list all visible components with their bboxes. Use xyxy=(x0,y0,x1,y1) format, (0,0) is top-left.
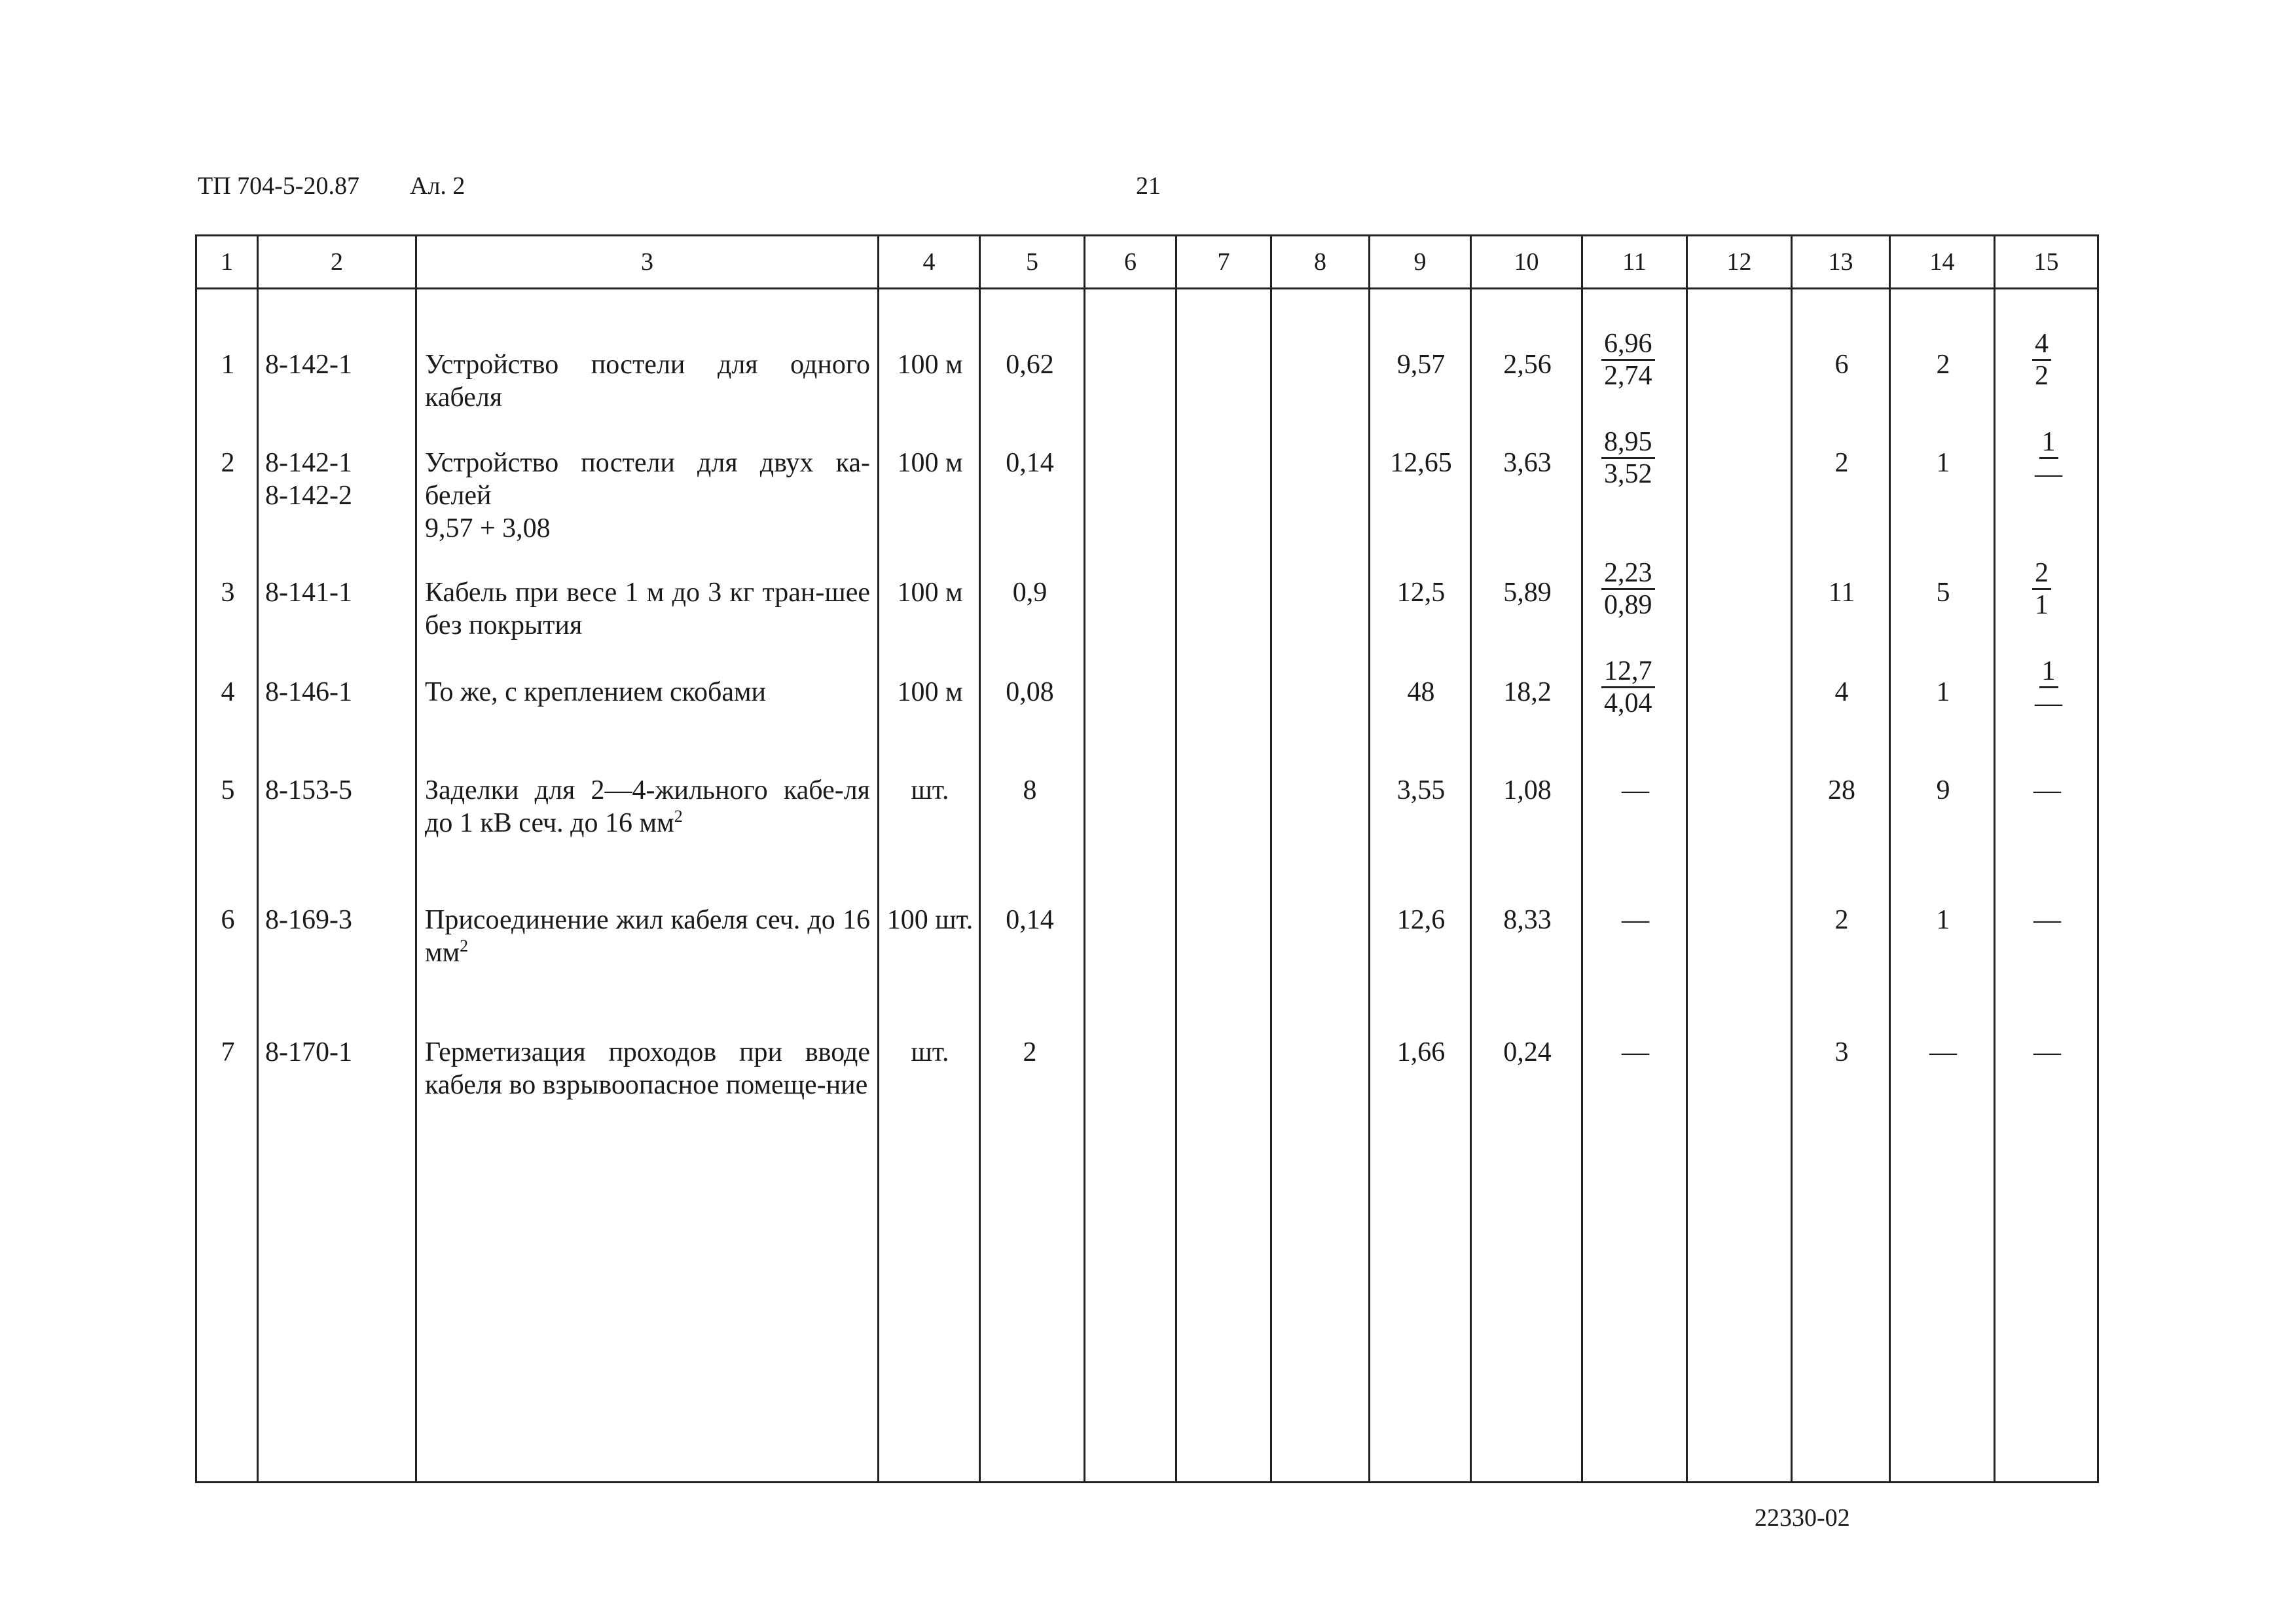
column-number: 15 xyxy=(1995,236,2098,289)
col-10-value: 1,08 xyxy=(1503,775,1552,805)
col-13 xyxy=(1792,289,1890,1483)
col-12 xyxy=(1687,289,1792,1483)
column-number: 7 xyxy=(1176,236,1271,289)
col-10-value: 18,2 xyxy=(1503,677,1552,707)
album-number: Ал. 2 xyxy=(410,172,465,200)
dash: — xyxy=(1929,1037,1957,1067)
work-description: Герметизация проходов при вводе кабеля во взрывоопасное помеще-ние xyxy=(425,1037,870,1100)
dash: — xyxy=(1622,1037,1649,1067)
col-9 xyxy=(1370,289,1471,1483)
col-13-value: 2 xyxy=(1834,905,1849,935)
estimate-table xyxy=(195,234,2099,1483)
col-9-value: 12,5 xyxy=(1396,578,1446,608)
work-description: Заделки для 2—4-жильного кабе-ля до 1 кВ сеч. до 16 $мм^2$ xyxy=(425,775,870,838)
col-13-value: 4 xyxy=(1834,677,1849,707)
fraction: $\frac{6,96}{2,74}$ xyxy=(1601,329,1655,391)
table-body xyxy=(196,289,2098,1483)
column-number: 4 xyxy=(879,236,980,289)
column-number: 14 xyxy=(1890,236,1995,289)
col-15 xyxy=(1995,289,2098,1483)
row-number: 2 xyxy=(221,448,235,478)
quantity: 0,08 xyxy=(1006,677,1054,707)
col-9-value: 12,65 xyxy=(1390,448,1452,478)
col-13-value: 2 xyxy=(1834,448,1849,478)
work-description: Устройство постели для одного кабеля xyxy=(425,350,870,413)
col-9-value: 3,55 xyxy=(1396,775,1446,805)
col-14 xyxy=(1890,289,1995,1483)
page-number: 21 xyxy=(1136,172,1161,200)
rate-code: 8-146-1 xyxy=(265,677,352,707)
quantity: 8 xyxy=(1023,775,1037,805)
col-13-value: 11 xyxy=(1828,578,1855,608)
row-number: 7 xyxy=(221,1037,235,1067)
col-unit xyxy=(879,289,980,1483)
column-number: 6 xyxy=(1085,236,1176,289)
quantity: 2 xyxy=(1023,1037,1037,1067)
quantity: 0,14 xyxy=(1006,905,1054,935)
col-14-value: 1 xyxy=(1936,448,1950,478)
row-number: 5 xyxy=(221,775,235,805)
rate-code: 8-153-5 xyxy=(265,775,352,805)
quantity: 0,14 xyxy=(1006,448,1054,478)
rate-code: 8-142-1 xyxy=(265,448,352,478)
column-number: 12 xyxy=(1687,236,1792,289)
footer-code: 22330-02 xyxy=(1755,1504,1850,1532)
dash: — xyxy=(1622,905,1649,935)
fraction: $\frac{8,95}{3,52}$ xyxy=(1601,427,1655,489)
col-code xyxy=(258,289,416,1483)
dash: — xyxy=(2033,1037,2061,1067)
document-code: ТП 704-5-20.87 xyxy=(198,172,359,200)
unit: 100 м xyxy=(897,578,963,608)
col-14-value: 1 xyxy=(1936,677,1950,707)
col-9-value: 12,6 xyxy=(1396,905,1446,935)
column-number: 13 xyxy=(1792,236,1890,289)
row-number: 1 xyxy=(221,350,235,380)
column-number: 10 xyxy=(1471,236,1582,289)
column-number: 1 xyxy=(196,236,258,289)
row-number: 4 xyxy=(221,677,235,707)
column-number: 2 xyxy=(258,236,416,289)
dash: — xyxy=(2033,775,2061,805)
col-quantity xyxy=(980,289,1085,1483)
col-14-value: 2 xyxy=(1936,350,1950,380)
column-number: 9 xyxy=(1370,236,1471,289)
dash: — xyxy=(2033,905,2061,935)
col-14-value: 5 xyxy=(1936,578,1950,608)
unit: 100 м xyxy=(897,448,963,478)
column-number: 8 xyxy=(1271,236,1370,289)
rate-code: 8-169-3 xyxy=(265,905,352,935)
fraction: $\frac{12,7}{4,04}$ xyxy=(1601,656,1655,718)
row-number: 6 xyxy=(221,905,235,935)
unit: шт. xyxy=(911,775,949,805)
col-row-number xyxy=(196,289,258,1483)
work-description: Устройство постели для двух ка-белей xyxy=(425,448,870,511)
col-13-value: 3 xyxy=(1834,1037,1849,1067)
col-10-value: 8,33 xyxy=(1503,905,1552,935)
unit: 100 м xyxy=(897,350,963,380)
column-number: 5 xyxy=(980,236,1085,289)
fraction: $\frac{4}{2}$ xyxy=(2032,329,2051,391)
col-6 xyxy=(1085,289,1176,1483)
column-number: 11 xyxy=(1582,236,1687,289)
work-description-formula: 9,57 + 3,08 xyxy=(425,513,551,544)
column-number: 3 xyxy=(416,236,879,289)
col-10-value: 5,89 xyxy=(1503,578,1552,608)
col-8 xyxy=(1271,289,1370,1483)
col-13-value: 6 xyxy=(1834,350,1849,380)
rate-code: 8-142-2 xyxy=(265,481,352,511)
rate-code: 8-170-1 xyxy=(265,1037,352,1067)
dash: — xyxy=(1622,775,1649,805)
col-10-value: 0,24 xyxy=(1503,1037,1552,1067)
fraction: 1 — xyxy=(2035,656,2062,718)
fraction: $\frac{2,23}{0,89}$ xyxy=(1601,558,1655,620)
col-10-value: 3,63 xyxy=(1503,448,1552,478)
col-7 xyxy=(1176,289,1271,1483)
unit: 100 шт. xyxy=(886,905,974,935)
col-9-value: 1,66 xyxy=(1396,1037,1446,1067)
quantity: 0,62 xyxy=(1006,350,1054,380)
rate-code: 8-141-1 xyxy=(265,578,352,608)
col-9-value: 9,57 xyxy=(1396,350,1446,380)
column-number-row xyxy=(196,236,2098,289)
work-description: Кабель при весе 1 м до 3 кг тран-шее без покрытия xyxy=(425,578,870,640)
col-14-value: 9 xyxy=(1936,775,1950,805)
col-10-value: 2,56 xyxy=(1503,350,1552,380)
col-11 xyxy=(1582,289,1687,1483)
rate-code: 8-142-1 xyxy=(265,350,352,380)
quantity: 0,9 xyxy=(1012,578,1048,608)
unit: шт. xyxy=(911,1037,949,1067)
fraction: 1 — xyxy=(2035,427,2062,489)
col-14-value: 1 xyxy=(1936,905,1950,935)
work-description: То же, с креплением скобами xyxy=(425,677,767,707)
col-description xyxy=(416,289,879,1483)
col-9-value: 48 xyxy=(1407,677,1435,707)
col-10 xyxy=(1471,289,1582,1483)
row-number: 3 xyxy=(221,578,235,608)
work-description: Присоединение жил кабеля сеч. до 16 $мм^2$ xyxy=(425,905,870,968)
fraction: $\frac{2}{1}$ xyxy=(2032,558,2051,620)
col-13-value: 28 xyxy=(1828,775,1855,805)
unit: 100 м xyxy=(897,677,963,707)
